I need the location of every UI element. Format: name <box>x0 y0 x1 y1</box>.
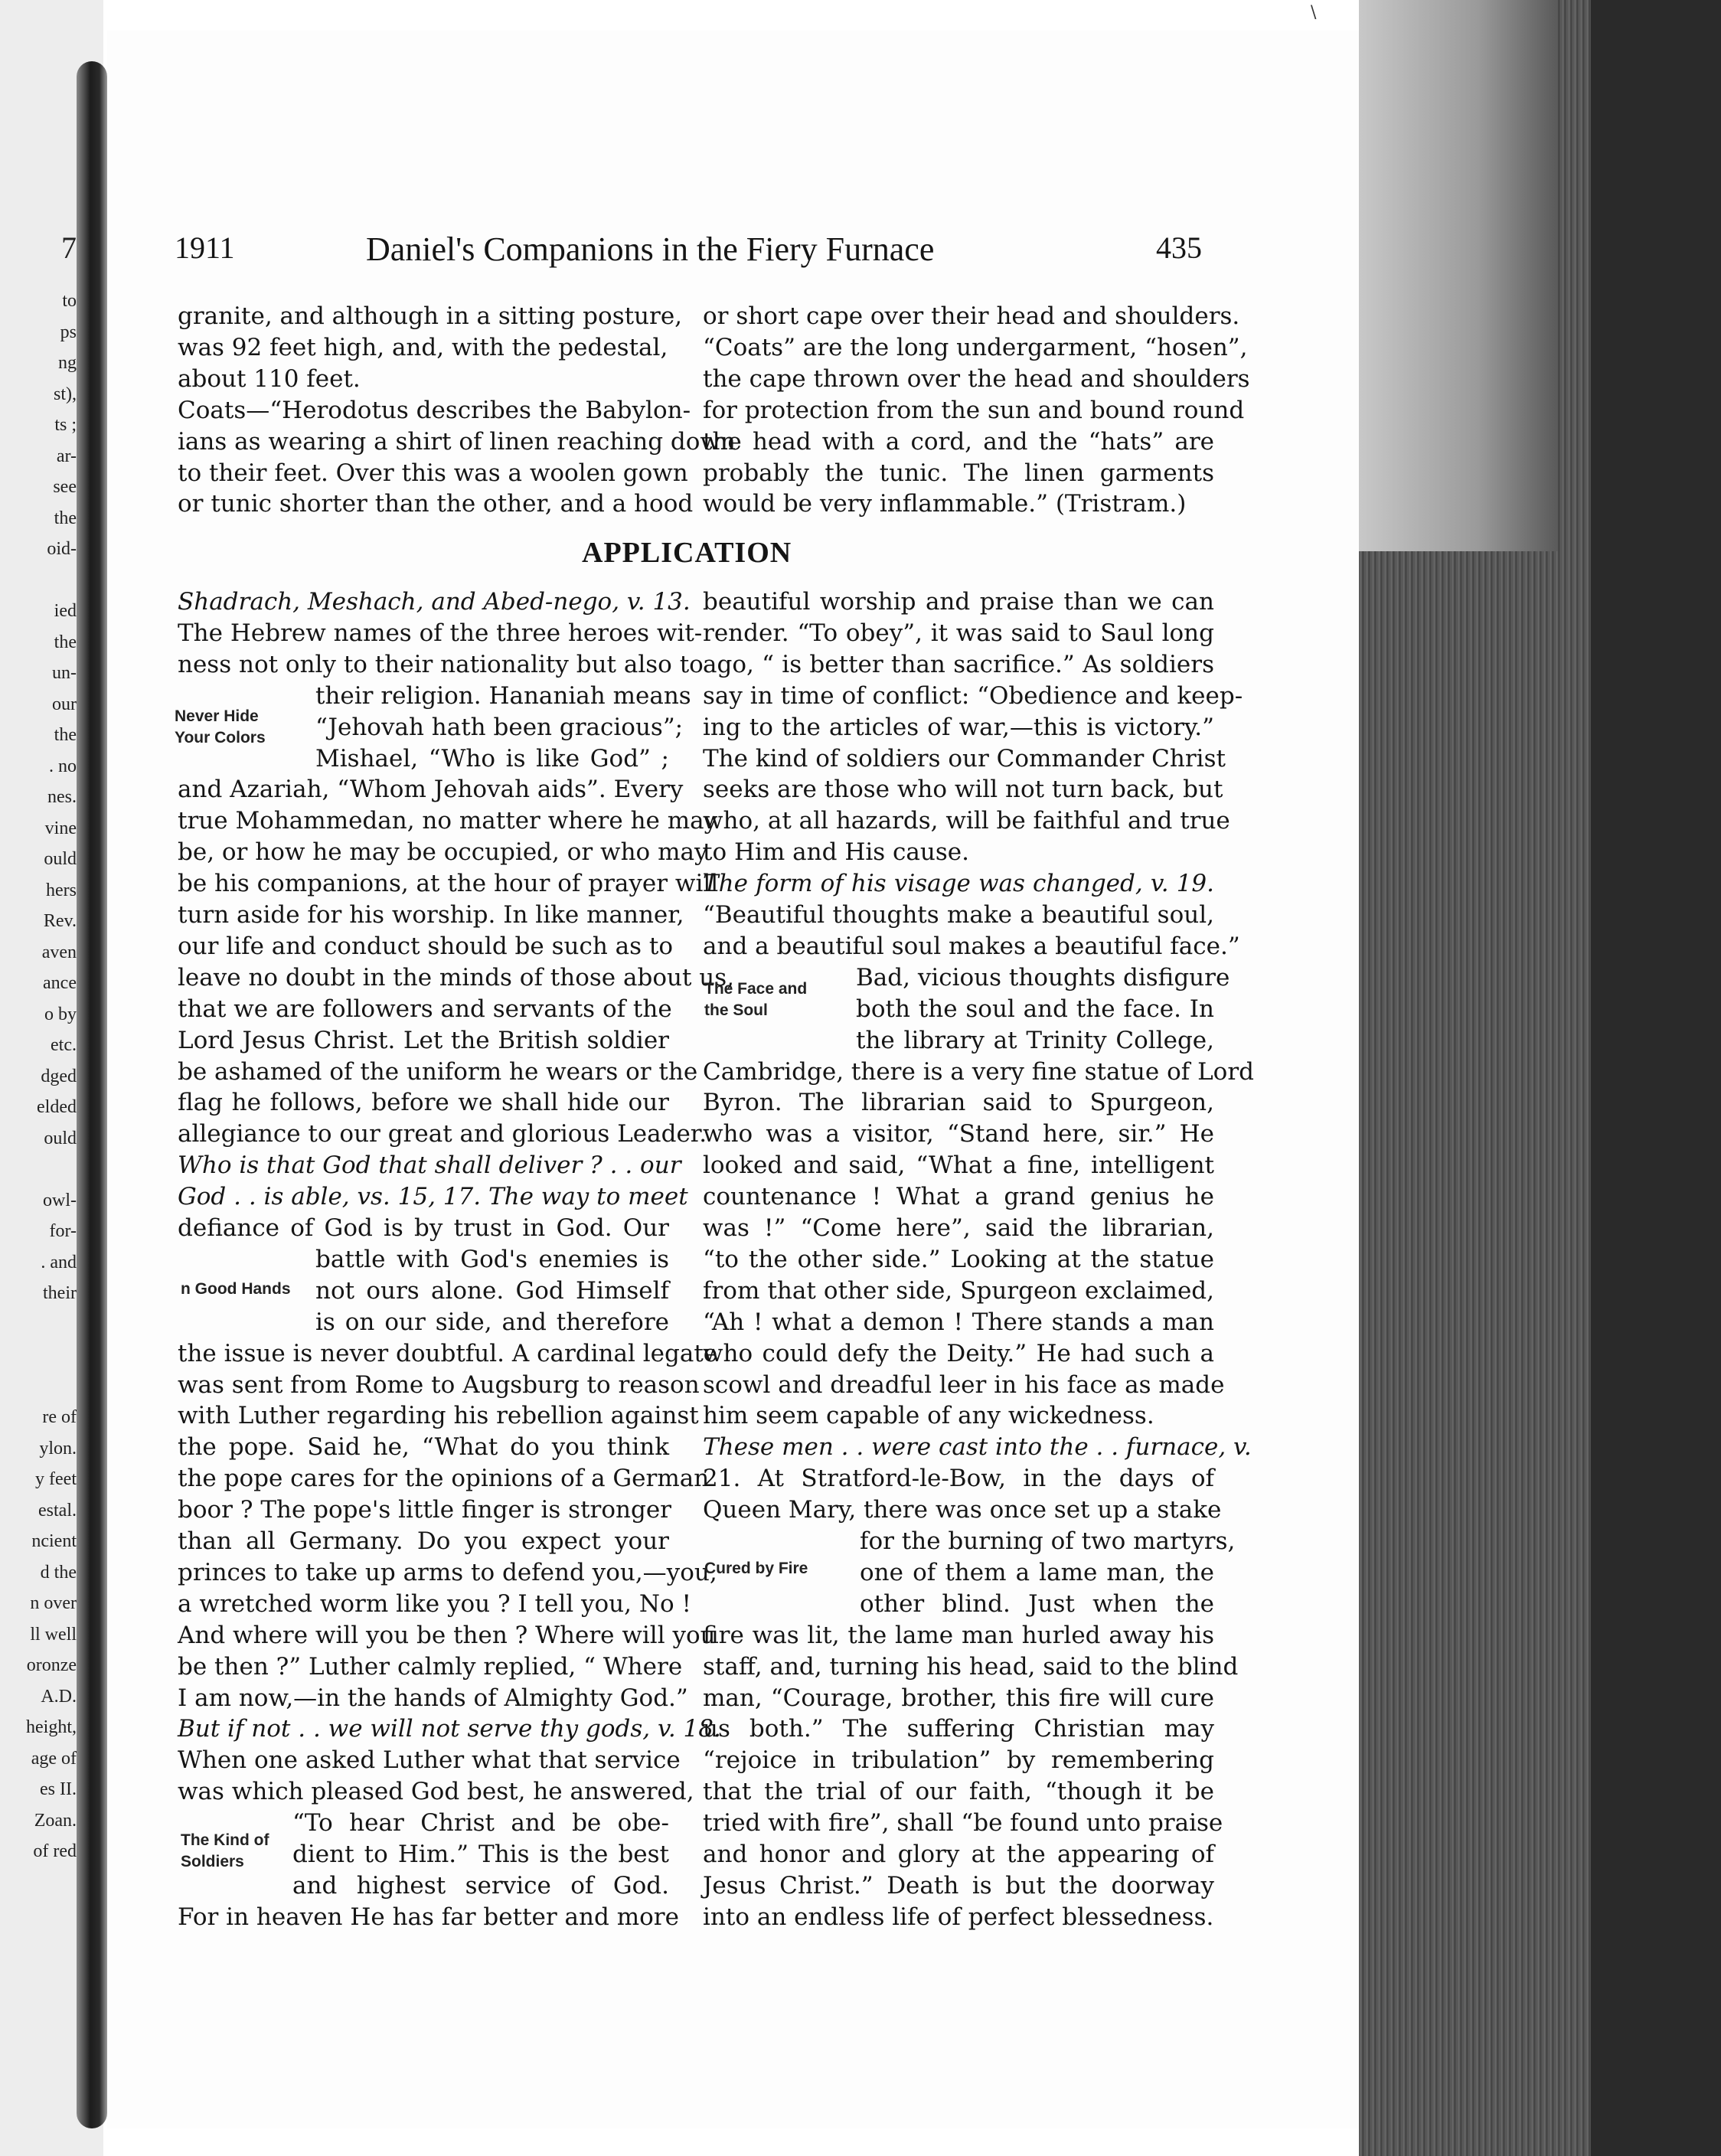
side-heading-kind-of-soldiers: The Kind of Soldiers <box>181 1831 269 1870</box>
margin-fragment: of red <box>33 1841 77 1861</box>
text-line: “Beautiful thoughts make a beautiful soul, <box>703 901 1214 929</box>
side-heading-cured-by-fire: Cured by Fire <box>704 1560 808 1577</box>
text-line: I am now,—in the hands of Almighty God.” <box>178 1684 688 1712</box>
text-line: “Jehovah hath been gracious”; <box>315 713 684 741</box>
text-line: be, or how he may be occupied, or who may <box>178 838 708 867</box>
side-heading-never-hide: Never Hide Your Colors <box>175 707 266 746</box>
margin-fragment: ng <box>58 353 77 373</box>
margin-fragment: es II. <box>40 1779 77 1799</box>
text-line: When one asked Luther what that service <box>178 1746 681 1775</box>
text-line: princes to take up arms to defend you,—you, <box>178 1558 717 1586</box>
text-line: and Azariah, “Whom Jehovah aids”. Every <box>178 776 684 804</box>
text-line: Lord Jesus Christ. Let the British soldier <box>178 1026 669 1054</box>
text-line: flag he follows, before we shall hide our <box>178 1089 669 1117</box>
text-line: be his companions, at the hour of prayer will <box>178 870 719 898</box>
text-line: or tunic shorter than the other, and a hood <box>178 490 694 518</box>
margin-fragment: 7 <box>61 230 77 265</box>
margin-fragment: the <box>54 725 77 745</box>
text-line: the pope. Said he, “What do you think <box>178 1433 669 1462</box>
margin-fragment: etc. <box>51 1035 77 1055</box>
text-line: us both.” The suffering Christian may <box>703 1715 1214 1743</box>
margin-fragment: elded <box>37 1097 77 1117</box>
margin-fragment: ance <box>43 973 77 993</box>
text-line: ing to the articles of war,—this is victory.” <box>703 713 1214 741</box>
text-line: “Coats” are the long undergarment, “hosen”, <box>703 333 1248 361</box>
text-line: render. “To obey”, it was said to Saul long <box>703 619 1214 647</box>
page-year: 1911 <box>175 230 235 265</box>
text-line: defiance of God is by trust in God. Our <box>178 1214 669 1242</box>
text-line: allegiance to our great and glorious Leader. <box>178 1120 707 1148</box>
text-line: battle with God's enemies is <box>315 1245 669 1273</box>
margin-fragment: aven <box>41 942 77 962</box>
text-line: looked and said, “What a fine, intelligent <box>703 1152 1214 1180</box>
text-line: dient to Him.” This is the best <box>292 1841 669 1868</box>
margin-fragment: see <box>53 477 77 497</box>
book-gutter <box>77 61 107 2128</box>
text-line: granite, and although in a sitting posture, <box>178 302 683 330</box>
text-line: fire was lit, the lame man hurled away his <box>703 1621 1214 1649</box>
margin-fragment: n over <box>30 1593 77 1613</box>
text-line: our life and conduct should be such as to <box>178 932 674 960</box>
text-line: than all Germany. Do you expect your <box>178 1527 669 1555</box>
text-line: into an endless life of perfect blessedness. <box>703 1903 1214 1931</box>
text-line: But if not . . we will not serve thy gods, v. 18. <box>178 1715 721 1743</box>
text-line: man, “Courage, brother, this fire will cure <box>703 1684 1214 1712</box>
margin-fragment: oronze <box>26 1655 77 1675</box>
text-line: tried with fire”, shall “be found unto praise <box>703 1809 1223 1838</box>
text-line: would be very inflammable.” (Tristram.) <box>703 490 1187 518</box>
margin-fragment: nes. <box>47 787 77 807</box>
margin-fragment: re of <box>42 1407 77 1427</box>
margin-fragment: their <box>43 1283 77 1303</box>
text-line: Queen Mary, there was once set up a stake <box>703 1496 1222 1524</box>
margin-fragment: d the <box>40 1562 77 1583</box>
section-heading: APPLICATION <box>582 537 792 569</box>
text-line: was 92 feet high, and, with the pedestal, <box>178 333 668 361</box>
text-line: him seem capable of any wickedness. <box>703 1402 1154 1430</box>
text-line: for protection from the sun and bound round <box>703 396 1245 424</box>
text-line: ago, “ is better than sacrifice.” As soldiers <box>703 650 1214 678</box>
text-line: Bad, vicious thoughts disfigure <box>856 963 1230 991</box>
text-line: both the soul and the face. In <box>856 995 1214 1023</box>
running-head: Daniel's Companions in the Fiery Furnace <box>366 230 935 268</box>
text-line: say in time of conflict: “Obedience and keep- <box>703 681 1243 710</box>
margin-fragment: for- <box>49 1221 77 1241</box>
text-line: from that other side, Spurgeon exclaimed, <box>703 1276 1214 1305</box>
text-line: not ours alone. God Himself <box>315 1276 669 1305</box>
side-heading-face-and-soul: The Face and the Soul <box>704 980 808 1019</box>
margin-fragment: Zoan. <box>34 1810 77 1831</box>
margin-fragment: st), <box>54 384 77 404</box>
text-line: with Luther regarding his rebellion against <box>178 1402 699 1430</box>
text-line: the library at Trinity College, <box>856 1026 1214 1054</box>
text-line: one of them a lame man, the <box>860 1558 1214 1586</box>
text-line: For in heaven He has far better and more <box>178 1903 679 1931</box>
text-line: beautiful worship and praise than we can <box>703 588 1214 616</box>
text-line: the cape thrown over the head and shoulders <box>703 364 1250 393</box>
text-line: staff, and, turning his head, said to the blind <box>703 1652 1239 1681</box>
margin-fragment: estal. <box>38 1500 77 1521</box>
margin-fragment: ar- <box>56 446 77 466</box>
text-line: other blind. Just when the <box>860 1589 1214 1618</box>
scan-mark: \ <box>1311 3 1317 22</box>
text-line: and a beautiful soul makes a beautiful face.” <box>703 932 1240 960</box>
text-line: seeks are those who will not turn back, but <box>703 776 1223 804</box>
text-line: “rejoice in tribulation” by remembering <box>703 1746 1214 1775</box>
text-line: be then ?” Luther calmly replied, “ Where <box>178 1652 683 1681</box>
text-line: was sent from Rome to Augsburg to reason <box>178 1370 700 1399</box>
margin-fragment: ts ; <box>54 415 77 435</box>
text-line: The form of his visage was changed, v. 19. <box>703 870 1214 898</box>
text-line: the head with a cord, and the “hats” are <box>703 427 1214 456</box>
margin-fragment: . no <box>49 756 77 776</box>
text-line: Mishael, “Who is like God” ; <box>315 744 669 773</box>
text-line: to their feet. Over this was a woolen gown <box>178 459 688 487</box>
margin-fragment: ps <box>60 322 77 342</box>
margin-fragment: . and <box>41 1252 77 1272</box>
side-heading-good-hands: n Good Hands <box>181 1280 291 1298</box>
text-line: Byron. The librarian said to Spurgeon, <box>703 1089 1214 1117</box>
text-line: was !” “Come here”, said the librarian, <box>703 1214 1214 1242</box>
text-line: or short cape over their head and shoulders. <box>703 302 1240 330</box>
text-line: who was a visitor, “Stand here, sir.” He <box>703 1120 1214 1148</box>
margin-fragment: Rev. <box>43 911 77 931</box>
text-line: Cambridge, there is a very fine statue of Lord <box>703 1057 1254 1086</box>
text-line: countenance ! What a grand genius he <box>703 1183 1214 1211</box>
text-line: is on our side, and therefore <box>315 1308 669 1336</box>
text-line: boor ? The pope's little finger is stronger <box>178 1496 672 1524</box>
text-line: who, at all hazards, will be faithful and true <box>703 807 1230 835</box>
text-line: The Hebrew names of the three heroes wit- <box>178 619 703 647</box>
margin-fragment: height, <box>26 1717 77 1737</box>
margin-fragment: oid- <box>47 539 77 559</box>
margin-fragment: hers <box>46 880 77 900</box>
margin-fragment: ould <box>44 1128 77 1148</box>
margin-fragment: o by <box>44 1004 77 1024</box>
text-line: the issue is never doubtful. A cardinal legate <box>178 1339 718 1367</box>
text-line: Who is that God that shall deliver ? . . our <box>178 1152 681 1180</box>
text-line: scowl and dreadful leer in his face as made <box>703 1370 1225 1399</box>
text-line: true Mohammedan, no matter where he may <box>178 807 718 835</box>
text-line: who could defy the Deity.” He had such a <box>703 1339 1214 1367</box>
margin-fragment: to <box>62 291 77 311</box>
text-line: probably the tunic. The linen garments <box>703 459 1214 487</box>
text-line: leave no doubt in the minds of those about us, <box>178 963 734 991</box>
text-line: turn aside for his worship. In like manner, <box>178 901 684 929</box>
text-line: that the trial of our faith, “though it be <box>703 1778 1214 1806</box>
text-line: God . . is able, vs. 15, 17. The way to meet <box>178 1183 688 1211</box>
text-line: “to the other side.” Looking at the statue <box>703 1245 1214 1273</box>
text-line: the pope cares for the opinions of a German <box>178 1465 710 1493</box>
margin-fragment: A.D. <box>41 1686 77 1707</box>
text-line: Coats—“Herodotus describes the Babylon- <box>178 396 691 424</box>
text-line: be ashamed of the uniform he wears or the <box>178 1057 698 1086</box>
text-line: 21. At Stratford-le-Bow, in the days of <box>703 1465 1214 1493</box>
margin-fragment: our <box>52 694 77 714</box>
margin-fragment: un- <box>52 663 77 683</box>
text-line: and highest service of God. <box>292 1871 669 1900</box>
text-line: Shadrach, Meshach, and Abed-nego, v. 13. <box>178 588 691 616</box>
text-line: was which pleased God best, he answered, <box>178 1778 694 1806</box>
text-line: to Him and His cause. <box>703 838 969 867</box>
text-line: “Ah ! what a demon ! There stands a man <box>703 1308 1214 1336</box>
text-line: their religion. Hananiah means <box>315 681 691 710</box>
text-line: a wretched worm like you ? I tell you, No ! <box>178 1589 691 1618</box>
margin-fragment: the <box>54 632 77 652</box>
text-line: These men . . were cast into the . . furnace, v. <box>703 1433 1252 1462</box>
text-line: ness not only to their nationality but also to <box>178 650 704 678</box>
text-line: that we are followers and servants of the <box>178 995 672 1023</box>
text-line: And where will you be then ? Where will you <box>178 1621 716 1649</box>
margin-fragment: ll well <box>30 1624 77 1645</box>
page-number: 435 <box>1156 230 1202 265</box>
margin-fragment: ied <box>54 601 77 621</box>
text-line: for the burning of two martyrs, <box>860 1527 1236 1555</box>
margin-fragment: ylon. <box>39 1438 77 1459</box>
text-line: about 110 feet. <box>178 364 361 393</box>
margin-fragment: the <box>54 508 77 528</box>
text-line: The kind of soldiers our Commander Christ <box>703 744 1226 773</box>
margin-fragment: ncient <box>31 1531 77 1551</box>
margin-fragment: ould <box>44 849 77 869</box>
text-line: “To hear Christ and be obe- <box>292 1809 669 1838</box>
page-edges <box>1359 0 1721 2156</box>
margin-fragment: y feet <box>35 1469 77 1489</box>
margin-fragment: vine <box>44 818 77 838</box>
margin-fragment: dged <box>41 1066 77 1086</box>
text-line: and honor and glory at the appearing of <box>703 1841 1214 1868</box>
margin-fragment: age of <box>31 1748 77 1769</box>
text-line: ians as wearing a shirt of linen reaching down <box>178 427 736 456</box>
margin-fragment: owl- <box>43 1190 77 1210</box>
text-line: Jesus Christ.” Death is but the doorway <box>703 1871 1214 1900</box>
